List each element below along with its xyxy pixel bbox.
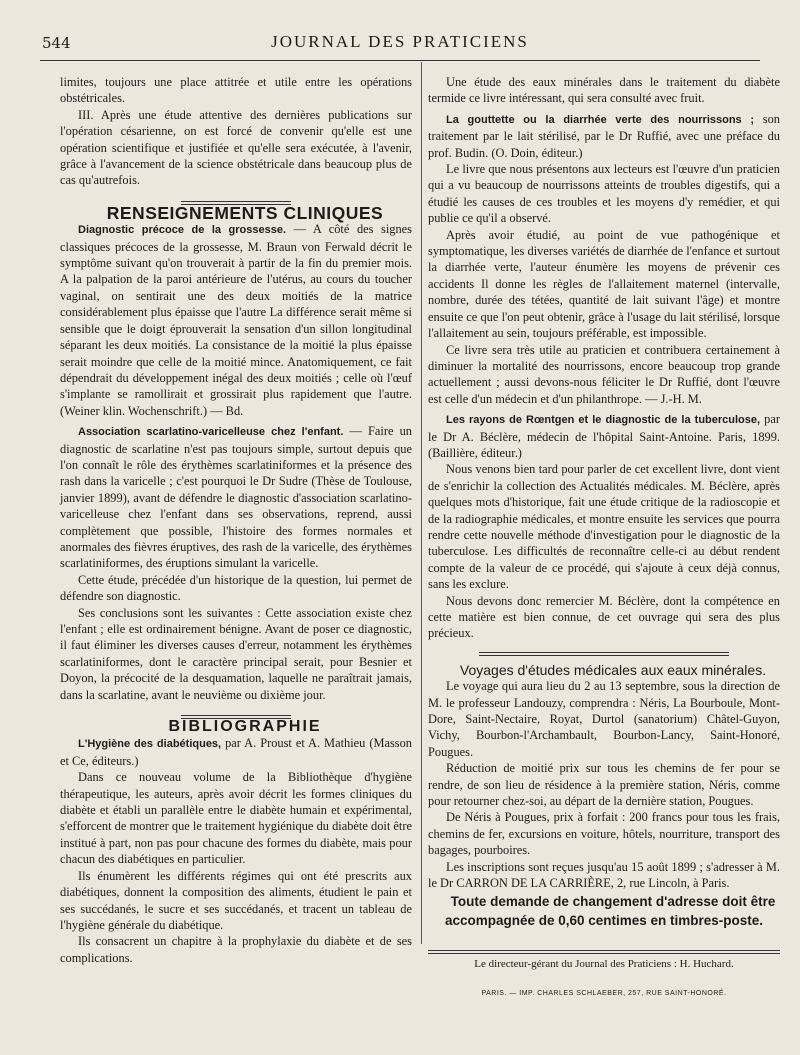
- paragraph: Ce livre sera très utile au praticien et contribuera certainement à diminuer la mortalité des nourrissons, encore beaucoup trop grande actuellement ; aussi devons-nous féliciter le Dr Ruffié, dont l'œuvre est celle d'un médecin et d'un philanthrope. — J.-H. M.: [428, 342, 780, 406]
- article-text: — A côté des signes classiques précoces de la grossesse, M. Braun von Ferwald décrit le symptôme suivant qu'on trouverait à partir de la fin du premier mois. A la palpation de la paroi antérieure de l'utérus, au cours du toucher vaginal, on sentirait une des deux moitiés de la matrice considérablement plus épaisse que l'autre La différence serait même si sensible que le doigt éprouverait la sensation d'un sillon longitudinal séparant les deux moitiés. La consistance de la moitié la plus épaisse serait moindre que celle de la moitié mince. Anatomiquement, ce fait dépendrait du développement inégal des deux moitiés ; celle où l'œuf s'implante se ramollirait et grossirait plus rapidement que l'autre. (Weiner klin. Wochenschrift.) — Bd.: [60, 222, 413, 418]
- article-scarlatino-varicelleuse: [60, 423, 412, 572]
- paragraph: Les inscriptions sont reçues jusqu'au 15 août 1899 ; s'adresser à M. le Dr CARRON DE LA CARRIÈRE, 2, rue Lincoln, à Paris.: [428, 859, 780, 891]
- article-title: Diagnostic précoce de la grossesse.: [78, 224, 287, 237]
- column-divider: [421, 62, 422, 944]
- paragraph: Réduction de moitié prix sur tous les chemins de fer pour se rendre, de son lieu de résidence à la première station, Néris, comme pour retourner chez-soi, au départ de la dernière station, Pougues.: [428, 761, 780, 809]
- paragraph: Après avoir étudié, au point de vue pathogénique et symptomatique, les diverses variétés de diarrhée de l'enfance et surtout la diarrhée verte, l'auteur énumère les moyens de prévenir ces accidents Il donne les règles de l'allaitement maternel (intervalle, nombre, durée des tétées, quantité de lait suivant l'âge) et montre ensuite ce que l'on peut obtenir, grâce à l'usage du lait stérilisé, lorsque l'allaitement au sein, toujours préférable, est impossible.: [428, 227, 780, 341]
- book-rayons-roentgen: [428, 411, 780, 461]
- section-title-renseignements: RENSEIGNEMENTS CLINIQUES: [106, 202, 384, 223]
- paragraph: Une étude des eaux minérales dans le traitement du diabète termide ce livre intéressant, qui sera consulté avec fruit.: [428, 75, 780, 106]
- paragraph: Ses conclusions sont les suivantes : Cette association existe chez l'enfant ; elle est ordinairement bénigne. Avant de poser ce diagnostic, il faut éliminer les diverses causes d'erreur, notamment les érythèmes scarlatiniformes, dont le caractère principal serait, pour Besnier et Doyon, la précocité de la desquamation, laquelle ne paraîtrait jamais, dans la scarlatine, avant le neuvième ou dixième jour.: [60, 605, 412, 702]
- paragraph: De Néris à Pougues, prix à forfait : 200 francs pour tous les frais, chemins de fer, excursions en voiture, hôtels, nourriture, transport des bagages, pourboires.: [428, 810, 780, 858]
- paragraph: Ils énumèrent les différents régimes qui ont été prescrits aux diabétiques, donnent la composition des aliments, étudient le pain et ses succédanés, le sucre et ses succédanés, et tracent un tableau de l'hygiène générale du diabétique.: [60, 868, 412, 932]
- article-diagnostic-grossesse: [60, 221, 412, 419]
- paragraph: Dans ce nouveau volume de la Bibliothèque d'hygiène thérapeutique, les auteurs, après avoir décrit les formes cliniques du diabète et établi un parallèle entre le diabète humain et expérimental, s'efforcent de montrer que le traitement hygiénique du diabète doit être institué à part, non pas pour chacune des formes du diabète, mais pour chacun des diabétiques en particulier.: [60, 770, 412, 867]
- book-title: L'Hygiène des diabétiques,: [78, 738, 222, 751]
- header-rule: [40, 60, 760, 61]
- paragraph: Nous devons donc remercier M. Béclère, dont la compétence en cette matière est bien connue, de cet ouvrage qui sera des plus précieux.: [428, 593, 780, 641]
- voyages-title: Voyages d'études médicales aux eaux minérales.: [459, 661, 767, 678]
- article-text: — Faire un diagnostic de scarlatine n'est pas toujours simple, surtout depuis que l'on connaît le rôle des érythèmes scarlatiniformes et la présence des rash dans la varicelle ; c'est pourquoi le Dr Sudre (Thèse de Toulouse, janvier 1899), avant de défendre le diagnostic d'association scarlatino-varicelleuse chez l'enfant dans ses observations, reprend, aussi complètement que possible, l'histoire des formes normales et anormales des fièvres éruptives, des rash de la varicelle, des érythèmes scarlatiniformes, des éruptions simulant la varicelle.: [60, 424, 412, 571]
- section-rule: [479, 652, 729, 656]
- paragraph: Le livre que nous présentons aux lecteurs est l'œuvre d'un praticien qui a vu beaucoup de nourrissons atteints de troubles digestifs, qui a étudié les causes de ces troubles et les moyens d'y remédier, et qui publie ce qu'il a observé.: [428, 162, 780, 226]
- footer-rule: [428, 950, 780, 954]
- book-hygiene-diabetiques: [60, 735, 412, 769]
- paragraph: Cette étude, précédée d'un historique de la question, lui permet de défendre son diagnostic.: [60, 572, 412, 604]
- paragraph: III. Après une étude attentive des dernières publications sur l'opération césarienne, on est forcé de convenir qu'elle est une opération scientifique et justifiée et qu'elle sera exécutée, à l'avenir, grâce à l'avancement de la science obstétricale dans beaucoup plus de cas qu'autrefois.: [60, 107, 412, 188]
- director-line: Le directeur-gérant du Journal des Praticiens : H. Huchard.: [474, 958, 734, 970]
- section-title-bibliographie: BIBLIOGRAPHIE: [168, 718, 322, 736]
- book-citation: par A. Proust et A. Mathieu (Masson et Ce, éditeurs.): [60, 736, 412, 768]
- book-citation: par le Dr A. Béclère, médecin de l'hôpital Saint-Antoine. Paris, 1899. (Baillière, éditeur.): [428, 412, 781, 460]
- book-gouttette: [428, 111, 780, 161]
- page-header: [40, 32, 760, 54]
- article-title: Association scarlatino-varicelleuse chez l'enfant.: [78, 426, 344, 439]
- book-title: La gouttette ou la diarrhée verte des nourrissons ;: [446, 113, 755, 126]
- paragraph: Nous venons bien tard pour parler de cet excellent livre, dont vient de s'enrichir la collection des Actualités médicales. M. Béclère, après quelques mots d'historique, fait une étude critique de la radioscopie et de la radiographie médicales, et montre ensuite les services que pourra rendre cette nouvelle méthode d'investigation pour le diagnostic de la tuberculose. Les difficultés de reconnaître celle-ci au début rendent compte de la valeur de ce procédé, qui s'ajoute à ceux déjà connus, sans les exclure.: [428, 462, 780, 592]
- paragraph: Le voyage qui aura lieu du 2 au 13 septembre, sous la direction de M. le professeur Landouzy, comprendra : Néris, La Bourboule, Mont-Dore, Saint-Nectaire, Royat, Durtol (sanatorium) Châtel-Guyon, Vichy, Bourbon-l'Archambault, Bourbon-Lancy, Saint-Honoré, Pougues.: [428, 679, 780, 759]
- paragraph: limites, toujours une place attitrée et utile entre les opérations obstétricales.: [60, 75, 412, 106]
- journal-title: JOURNAL DES PRATICIENS: [271, 32, 529, 51]
- book-citation: son traitement par le lait stérilisé, par le Dr Ruffié, avec une préface du prof. Budin. (O. Doin, éditeur.): [428, 111, 780, 160]
- address-change-notice: Toute demande de changement d'adresse doit être accompagnée de 0,60 centimes en timbres-poste.: [444, 893, 776, 928]
- left-column: [60, 74, 412, 966]
- page-number: 544: [42, 34, 71, 52]
- paragraph: Ils consacrent un chapitre à la prophylaxie du diabète et de ses complications.: [60, 934, 412, 965]
- printer-imprint: PARIS. — IMP. CHARLES SCHLAEBER, 257, RUE SAINT-HONORÉ.: [481, 990, 727, 997]
- right-column: [428, 74, 780, 930]
- book-title: Les rayons de Rœntgen et le diagnostic de la tuberculose,: [446, 414, 761, 427]
